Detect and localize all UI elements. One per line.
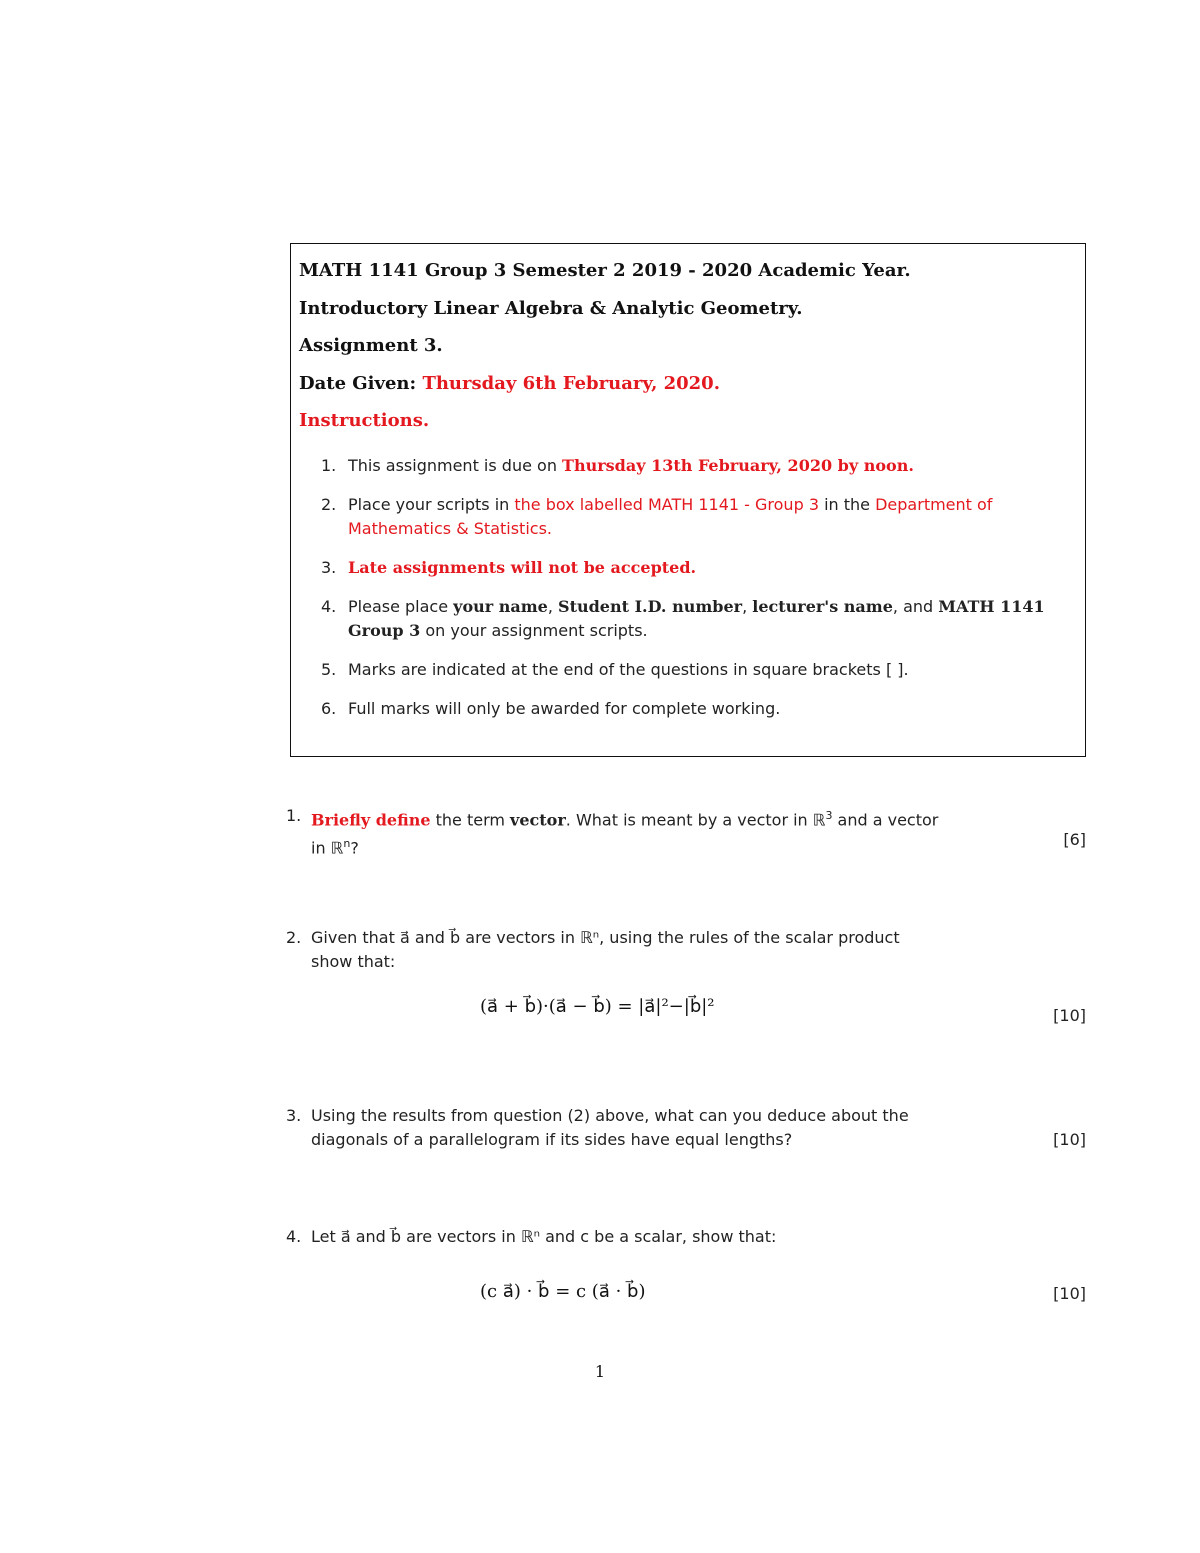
- date-given-label: Date Given:: [299, 373, 423, 394]
- question-emphasis: Briefly define: [311, 810, 431, 830]
- instruction-item: [321, 697, 1079, 721]
- instruction-text: Place your scripts in: [348, 495, 515, 514]
- instruction-text: ,: [547, 597, 559, 616]
- required-field: your name: [453, 597, 548, 616]
- late-policy: Late assignments will not be accepted.: [348, 558, 697, 577]
- superscript: n: [343, 837, 351, 851]
- instruction-item: [321, 493, 1079, 541]
- instruction-number: 1.: [321, 456, 337, 475]
- instruction-number: 2.: [321, 495, 337, 514]
- question-number: 4.: [286, 1227, 302, 1246]
- instruction-number: 6.: [321, 699, 337, 718]
- question-4-formula: (c a⃗) · b⃗ = c (a⃗ · b⃗): [480, 1281, 646, 1302]
- required-field: MATH 1141 Group 3: [348, 597, 1045, 640]
- question-text-part: the term: [430, 810, 511, 830]
- question-4: [286, 1225, 1090, 1249]
- assignment-number: Assignment 3.: [299, 335, 443, 356]
- instruction-text: on your assignment scripts.: [420, 621, 648, 640]
- date-given: [299, 373, 720, 394]
- instruction-number: 4.: [321, 597, 337, 616]
- page-number: 1: [594, 1362, 606, 1381]
- question-text: Let a⃗ and b⃗ are vectors in ℝⁿ and c be a scalar, show that:: [311, 1227, 777, 1246]
- instructions-title: Instructions.: [299, 410, 430, 431]
- question-marks: [10]: [1053, 1006, 1086, 1025]
- question-2: [286, 926, 1090, 974]
- question-number: 2.: [286, 928, 302, 947]
- instructions-list: [321, 454, 1079, 736]
- required-field: lecturer's name: [752, 597, 893, 616]
- question-number: 1.: [286, 806, 302, 825]
- instruction-text: , and: [892, 597, 939, 616]
- question-3: [286, 1104, 1090, 1152]
- instruction-number: 5.: [321, 660, 337, 679]
- instruction-text: Please place: [348, 597, 454, 616]
- question-2-formula: (a⃗ + b⃗)·(a⃗ − b⃗) = |a⃗|²−|b⃗|²: [480, 996, 715, 1017]
- required-field: Student I.D. number: [558, 597, 743, 616]
- instruction-text: ,: [742, 597, 753, 616]
- question-text: [311, 804, 941, 861]
- question-text-part: and a vector in ℝ: [311, 810, 939, 858]
- question-2-mark-row: [286, 1004, 1090, 1028]
- submission-box: the box labelled MATH 1141 - Group 3: [514, 495, 819, 514]
- question-marks: [6]: [1063, 830, 1086, 849]
- question-marks: [10]: [1053, 1130, 1086, 1149]
- question-text: Using the results from question (2) above, what can you deduce about the diagonals of a parallelogram if its sides have equal lengths?: [311, 1106, 909, 1149]
- instruction-item: [321, 658, 1079, 682]
- instruction-text: in the: [819, 495, 876, 514]
- question-marks: [10]: [1053, 1284, 1086, 1303]
- superscript: 3: [825, 809, 833, 822]
- instruction-item: [321, 595, 1079, 643]
- assignment-header-box: [290, 243, 1086, 757]
- question-keyword: vector: [510, 810, 566, 830]
- question-text-part: ?: [350, 838, 359, 858]
- question-text: Given that a⃗ and b⃗ are vectors in ℝⁿ, using the rules of the scalar product show that:: [311, 928, 900, 971]
- instruction-item: [321, 556, 1079, 580]
- question-1: [286, 804, 1090, 861]
- instruction-number: 3.: [321, 558, 337, 577]
- due-date: Thursday 13th February, 2020 by noon.: [562, 456, 914, 475]
- course-title: MATH 1141 Group 3 Semester 2 2019 - 2020 Academic Year.: [299, 260, 911, 281]
- question-4-mark-row: [286, 1282, 1090, 1306]
- question-number: 3.: [286, 1106, 302, 1125]
- instruction-item: [321, 454, 1079, 478]
- instruction-text: Marks are indicated at the end of the questions in square brackets [ ].: [348, 660, 909, 679]
- instruction-text: Full marks will only be awarded for complete working.: [348, 699, 781, 718]
- course-subtitle: Introductory Linear Algebra & Analytic Geometry.: [299, 298, 803, 319]
- date-given-value: Thursday 6th February, 2020.: [422, 373, 720, 394]
- instruction-text: This assignment is due on: [348, 456, 563, 475]
- department-name: Department of Mathematics & Statistics.: [348, 495, 993, 538]
- question-text-part: . What is meant by a vector in ℝ: [565, 810, 826, 830]
